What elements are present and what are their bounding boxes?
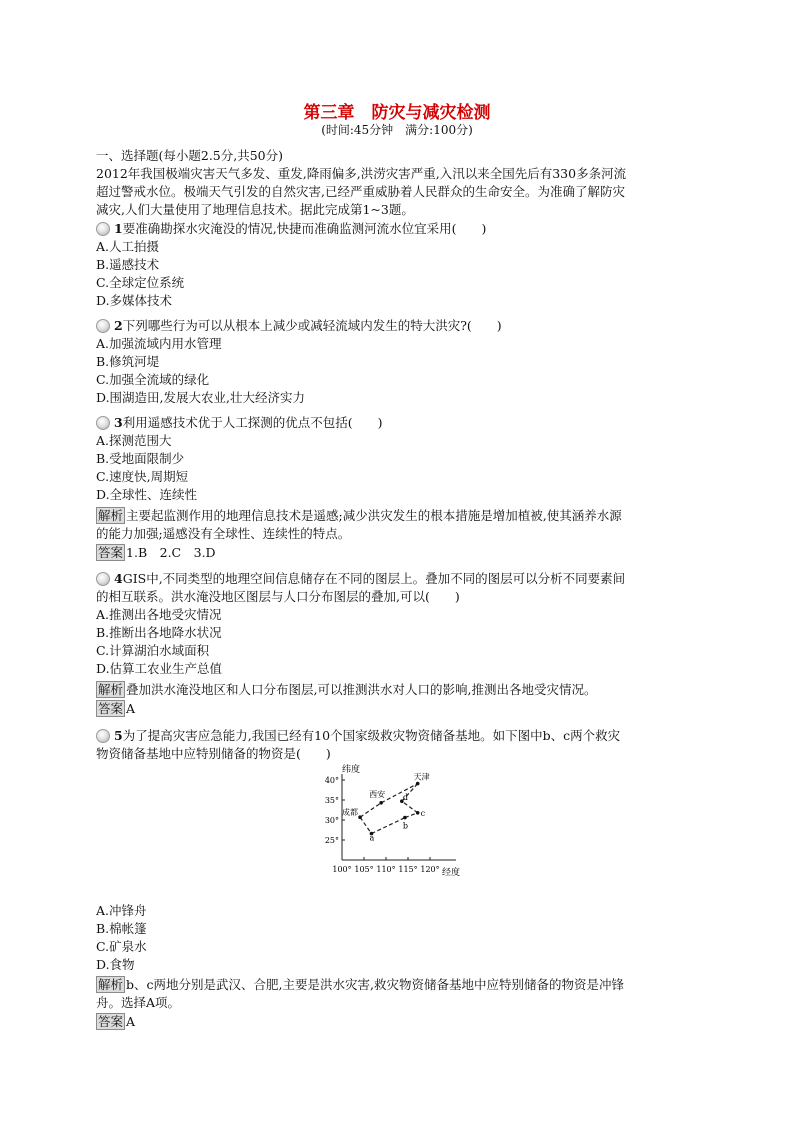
- question-stem: GIS中,不同类型的地理空间信息储存在不同的图层上。叠加不同的图层可以分析不同要素间: [122, 571, 626, 586]
- route-line: [360, 817, 371, 833]
- map-point-label: 天津: [413, 772, 430, 782]
- page-title: 第三章 防灾与减灾检测: [303, 103, 491, 123]
- question-number: 1: [114, 221, 123, 236]
- y-tick-label: 25°: [324, 836, 339, 845]
- question-5: [96, 727, 620, 745]
- question-bullet-icon[interactable]: [96, 319, 110, 333]
- route-line: [381, 784, 418, 803]
- option: C.矿泉水: [96, 939, 147, 954]
- analysis: [96, 681, 596, 699]
- map-point: [358, 815, 362, 819]
- question-stem: 的相互联系。洪水淹没地区图层与人口分布图层的叠加,可以( ): [96, 589, 460, 604]
- x-tick-label: 100°: [332, 865, 352, 874]
- section-heading: 一、选择题(每小题2.5分,共50分): [96, 148, 284, 163]
- question-1: [96, 220, 486, 238]
- map-point: [416, 782, 420, 786]
- option: D.食物: [96, 957, 135, 972]
- answer-text: A: [126, 701, 136, 716]
- analysis-tag[interactable]: 解析: [98, 508, 124, 523]
- map-point: [403, 816, 407, 820]
- answer-tag[interactable]: 答案: [98, 701, 124, 716]
- option: C.速度快,周期短: [96, 469, 189, 484]
- option: D.围湖造田,发展大农业,壮大经济实力: [96, 390, 305, 405]
- option: B.受地面限制少: [96, 451, 185, 466]
- analysis: [96, 507, 622, 525]
- option: B.修筑河堤: [96, 354, 160, 369]
- question-3: [96, 414, 382, 432]
- option: D.估算工农业生产总值: [96, 661, 223, 676]
- option: D.多媒体技术: [96, 293, 173, 308]
- map-nodes: [342, 772, 430, 843]
- map-point-label: a: [369, 833, 375, 843]
- x-tick-label: 110°: [376, 865, 396, 874]
- question-stem: 为了提高灾害应急能力,我国已经有10个国家级救灾物资储备基地。如下图中b、c两个救灾: [122, 728, 621, 743]
- y-tick-label: 35°: [324, 796, 339, 805]
- intro-line: 2012年我国极端灾害天气多发、重发,降雨偏多,洪涝灾害严重,入汛以来全国先后有330多条河流: [96, 166, 627, 181]
- analysis-text: 叠加洪水淹没地区和人口分布图层,可以推测洪水对人口的影响,推测出各地受灾情况。: [126, 682, 597, 697]
- y-tick-label: 40°: [324, 776, 339, 785]
- map-point: [379, 801, 383, 805]
- analysis-tag[interactable]: 解析: [98, 682, 124, 697]
- analysis-text: 的能力加强;遥感没有全球性、连续性的特点。: [96, 526, 351, 541]
- option: A.人工拍摄: [96, 239, 160, 254]
- option: C.全球定位系统: [96, 275, 185, 290]
- answer: [96, 700, 135, 718]
- intro-line: 减灾,人们大量使用了地理信息技术。据此完成第1~3题。: [96, 202, 414, 217]
- question-2: [96, 317, 502, 335]
- map-point-label: d: [402, 793, 408, 803]
- y-tick-label: 30°: [324, 816, 339, 825]
- option: A.推测出各地受灾情况: [96, 607, 222, 622]
- map-x-axis-label: 经度: [442, 868, 461, 878]
- answer-tag[interactable]: 答案: [98, 1014, 124, 1029]
- option: C.计算湖泊水域面积: [96, 643, 210, 658]
- option: A.加强流域内用水管理: [96, 336, 222, 351]
- question-4: [96, 570, 625, 588]
- option: D.全球性、连续性: [96, 487, 198, 502]
- answer-text: 1.B 2.C 3.D: [126, 545, 216, 560]
- question-stem: 要准确勘探水灾淹没的情况,快捷而准确监测河流水位宜采用( ): [122, 221, 487, 236]
- analysis-text: b、c两地分别是武汉、合肥,主要是洪水灾害,救灾物资储备基地中应特别储备的物资是冲锋: [126, 977, 624, 992]
- question-number: 2: [114, 318, 123, 333]
- question-number: 3: [114, 415, 123, 430]
- route-line: [371, 818, 404, 834]
- question-stem: 下列哪些行为可以从根本上减少或减轻流域内发生的特大洪灾?( ): [122, 318, 502, 333]
- map-point-label: c: [420, 808, 426, 818]
- question-bullet-icon[interactable]: [96, 572, 110, 586]
- option: B.遥感技术: [96, 257, 160, 272]
- option: A.探测范围大: [96, 433, 172, 448]
- answer-text: A: [126, 1014, 136, 1029]
- answer-tag[interactable]: 答案: [98, 545, 124, 560]
- map-y-axis-label: 纬度: [342, 765, 361, 775]
- question-stem: 物资储备基地中应特别储备的物资是( ): [96, 746, 331, 761]
- question-bullet-icon[interactable]: [96, 416, 110, 430]
- question-bullet-icon[interactable]: [96, 729, 110, 743]
- page-subtitle: (时间:45分钟 满分:100分): [321, 123, 473, 137]
- answer: [96, 544, 216, 562]
- question-stem: 利用遥感技术优于人工探测的优点不包括( ): [122, 415, 383, 430]
- question-number: 4: [114, 571, 123, 586]
- option: C.加强全流域的绿化: [96, 372, 210, 387]
- x-tick-label: 105°: [354, 865, 374, 874]
- relief-base-map: [318, 762, 461, 880]
- route-line: [405, 813, 418, 818]
- x-tick-label: 120°: [420, 865, 440, 874]
- option: A.冲锋舟: [96, 903, 147, 918]
- map-point: [416, 811, 420, 815]
- route-line: [360, 803, 381, 817]
- map-point-label: 成都: [342, 808, 359, 818]
- map-point-label: 西安: [369, 789, 386, 799]
- route-line: [402, 801, 418, 813]
- question-number: 5: [114, 728, 123, 743]
- analysis-text: 舟。选择A项。: [96, 995, 181, 1010]
- option: B.棉帐篷: [96, 921, 147, 936]
- analysis-text: 主要起监测作用的地理信息技术是遥感;减少洪灾发生的根本措施是增加植被,使其涵养水源: [126, 508, 622, 523]
- answer: [96, 1013, 135, 1031]
- question-bullet-icon[interactable]: [96, 222, 110, 236]
- x-tick-label: 115°: [398, 865, 418, 874]
- map-point-label: b: [402, 821, 409, 831]
- intro-line: 超过警戒水位。极端天气引发的自然灾害,已经严重威胁着人民群众的生命安全。为准确了解防灾: [96, 184, 625, 199]
- analysis-tag[interactable]: 解析: [98, 977, 124, 992]
- option: B.推断出各地降水状况: [96, 625, 222, 640]
- analysis: [96, 976, 624, 994]
